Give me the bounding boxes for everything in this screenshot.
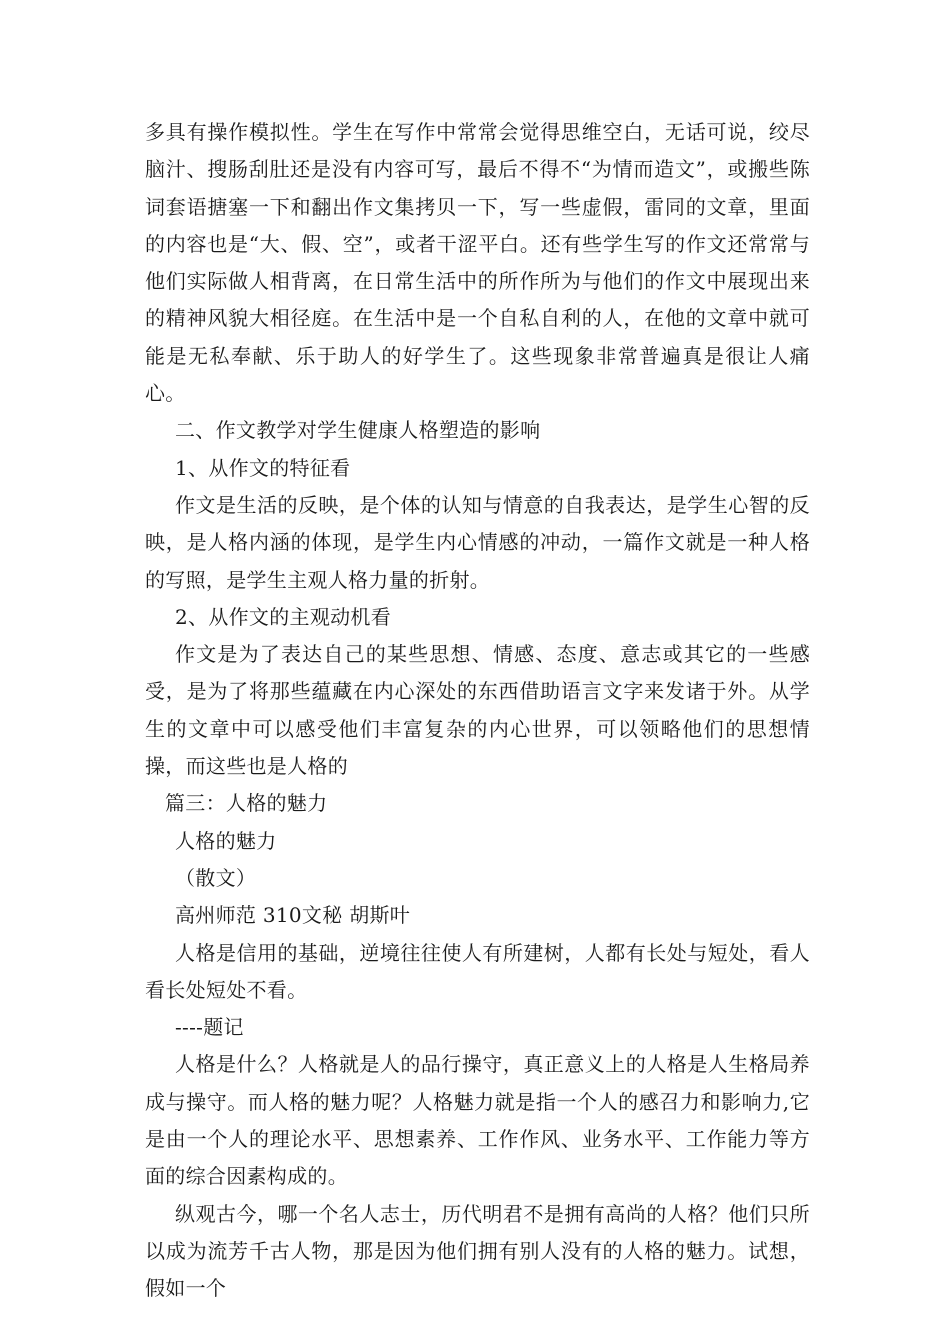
essay-author: 高州师范 310文秘 胡斯叶 bbox=[175, 903, 411, 928]
essay-title: 人格的魅力 bbox=[175, 828, 277, 853]
subheading-motivation: 2、从作文的主观动机看 bbox=[175, 604, 392, 629]
section-heading-part-three: 篇三：人格的魅力 bbox=[165, 791, 328, 816]
paragraph-epigraph: 人格是信用的基础，逆境往往使人有所建树，人都有长处与短处，看人看长处短处不看。 bbox=[145, 940, 810, 1002]
paragraph-what-is-personality: 人格是什么？人格就是人的品行操守，真正意义上的人格是人生格局养成与操守。而人格的魅力呢？人格魅力就是指一个人的感召力和影响力,它是由一个人的理论水平、思想素养、工作作风、业务水平、工作能力等方面的综合因素构成的。 bbox=[145, 1052, 810, 1189]
paragraph-history: 纵观古今，哪一个名人志士，历代明君不是拥有高尚的人格？他们只所以成为流芳千古人物，那是因为他们拥有别人没有的人格的魅力。试想，假如一个 bbox=[145, 1201, 810, 1301]
paragraph-features: 作文是生活的反映，是个体的认知与情意的自我表达，是学生心智的反映，是人格内涵的体现，是学生内心情感的冲动，一篇作文就是一种人格的写照，是学生主观人格力量的折射。 bbox=[145, 492, 810, 592]
essay-genre: （散文） bbox=[175, 865, 257, 890]
section-heading-two: 二、作文教学对学生健康人格塑造的影响 bbox=[175, 418, 541, 443]
subheading-features: 1、从作文的特征看 bbox=[175, 455, 351, 480]
paragraph-motivation: 作文是为了表达自己的某些思想、情感、态度、意志或其它的一些感受，是为了将那些蕴藏在内心深处的东西借助语言文字来发诸于外。从学生的文章中可以感受他们丰富复杂的内心世界，可以领略他们的思想情操，而这些也是人格的 bbox=[145, 642, 810, 779]
epigraph-attribution: ----题记 bbox=[175, 1015, 244, 1040]
document-body bbox=[145, 114, 810, 1308]
paragraph-continuation: 多具有操作模拟性。学生在写作中常常会觉得思维空白，无话可说，绞尽脑汁、搜肠刮肚还是没有内容可写，最后不得不“为情而造文”，或搬些陈词套语搪塞一下和翻出作文集拷贝一下，写一些虚假，雷同的文章，里面的内容也是“大、假、空”，或者干涩平白。还有些学生写的作文还常常与他们实际做人相背离，在日常生活中的所作所为与他们的作文中展现出来的精神风貌大相径庭。在生活中是一个自私自利的人，在他的文章中就可能是无私奉献、乐于助人的好学生了。这些现象非常普遍真是很让人痛心。 bbox=[145, 120, 810, 406]
